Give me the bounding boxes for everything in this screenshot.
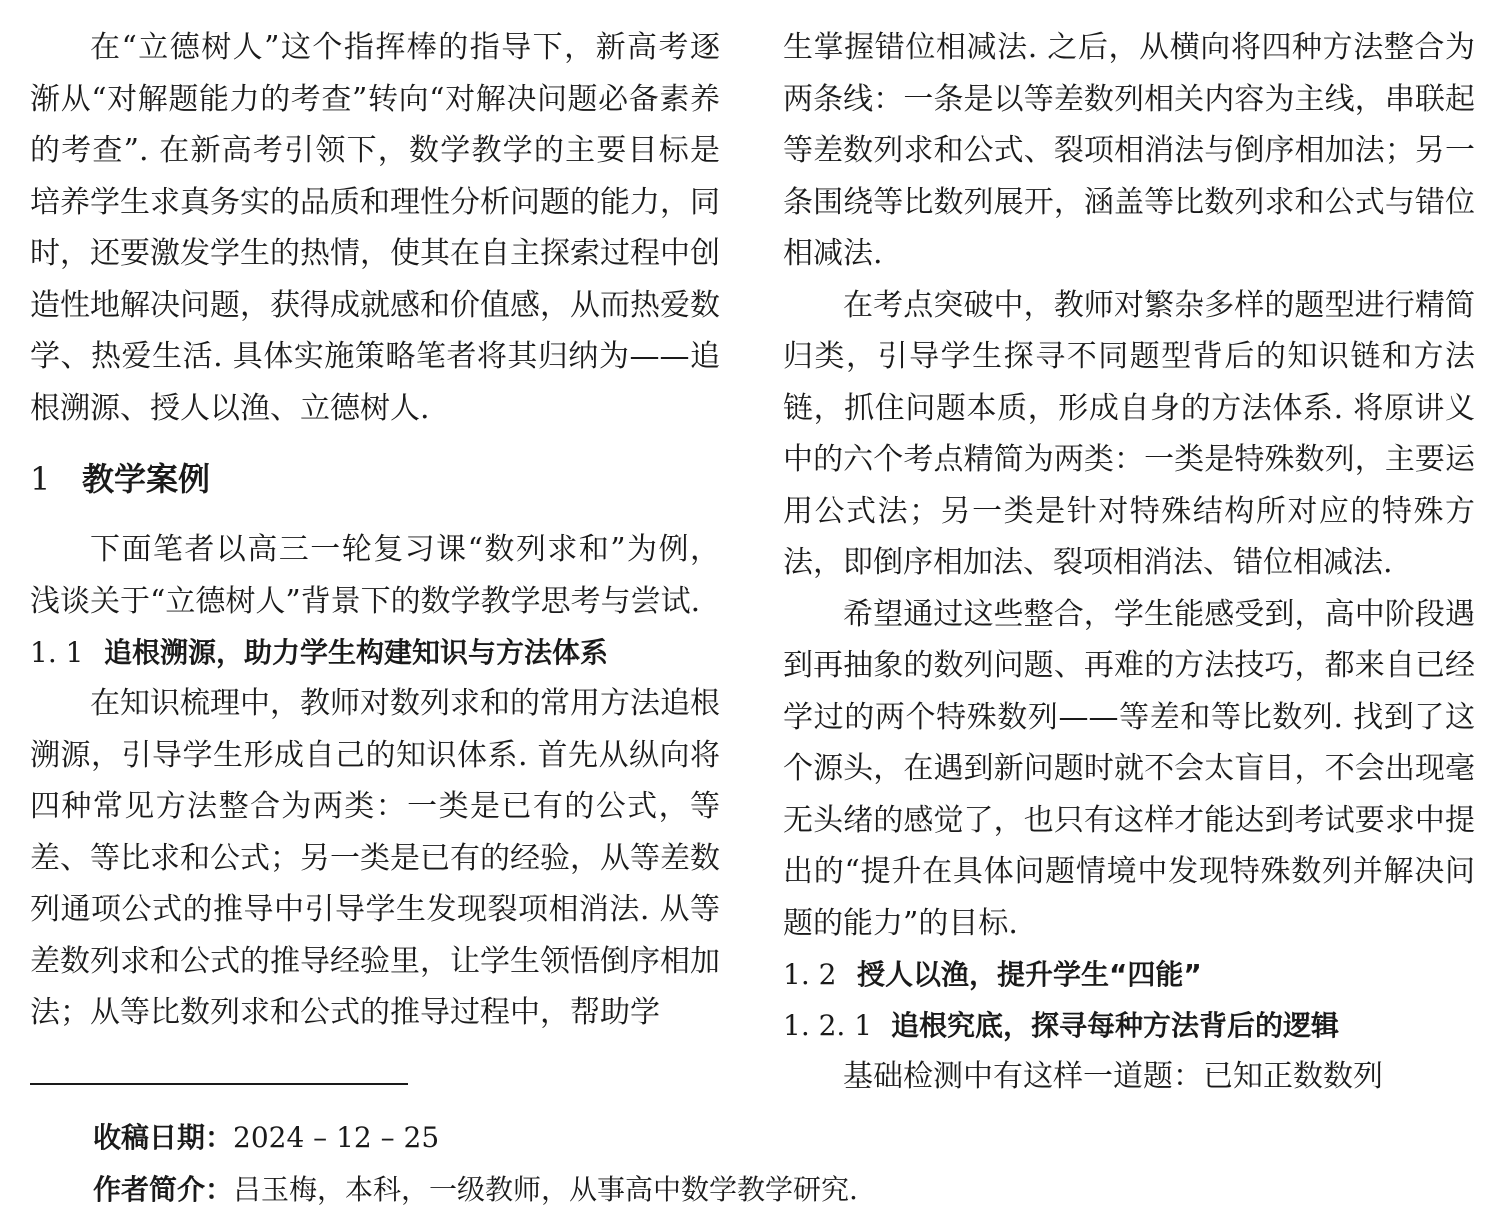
section-1-paragraph: 下面笔者以高三一轮复习课“数列求和”为例，浅谈关于“立德树人”背景下的数学教学思考与尝试. <box>30 532 720 619</box>
section-1-2-1-heading <box>783 1000 1475 1051</box>
section-1-1-paragraph: 在知识梳理中，教师对数列求和的常用方法追根溯源，引导学生形成自己的知识体系. 首先从纵向将四种常见方法整合为两类：一类是已有的公式，等差、等比求和公式；另一类是已有的经验，从等差数列通项公式的推导中引导学生发现裂项相消法. 从等差数列求和公式的推导经验里，让学生领悟倒序相加法；从等比数列求和公式的推导过程中，帮助学 <box>30 686 720 1030</box>
author-label: 作者简介： <box>93 1173 234 1206</box>
paragraph-2: 在考点突破中，教师对繁杂多样的题型进行精简归类，引导学生探寻不同题型背后的知识链和方法链，抓住问题本质，形成自身的方法体系. 将原讲义中的六个考点精简为两类：一类是特殊数列，主要运用公式法；另一类是针对特殊结构所对应的特殊方法，即倒序相加法、裂项相消法、错位相减法. <box>783 287 1475 580</box>
section-1-2-heading <box>783 949 1475 1000</box>
received-date: 2024 – 12 – 25 <box>233 1121 440 1154</box>
section-1-number: 1 <box>30 460 51 498</box>
intro-paragraph: 在“立德树人”这个指挥棒的指导下，新高考逐渐从“对解题能力的考查”转向“对解决问题必备素养的考查”. 在新高考引领下，数学教学的主要目标是培养学生求真务实的品质和理性分析问题的能力，同时，还要激发学生的热情，使其在自主探索过程中创造性地解决问题，获得成就感和价值感，从而热爱数学、热爱生活. 具体实施策略笔者将其归纳为——追根溯源、授人以渔、立德树人. <box>30 30 720 426</box>
footnote-author <box>93 1170 858 1210</box>
continued-paragraph: 生掌握错位相减法. 之后，从横向将四种方法整合为两条线：一条是以等差数列相关内容为主线，串联起等差数列求和公式、裂项相消法与倒序相加法；另一条围绕等比数列展开，涵盖等比数列求和公式与错位相减法. <box>783 30 1475 271</box>
section-1-1-heading <box>30 627 720 678</box>
author-bio: 吕玉梅，本科，一级教师，从事高中数学教学研究. <box>233 1173 858 1206</box>
right-column <box>783 22 1475 1103</box>
section-1-2-1-number: 1. 2. 1 <box>783 1009 873 1042</box>
section-1-1-number: 1. 1 <box>30 636 84 669</box>
section-1-heading <box>30 449 720 509</box>
received-label: 收稿日期： <box>93 1121 234 1154</box>
paragraph-3: 希望通过这些整合，学生能感受到，高中阶段遇到再抽象的数列问题、再难的方法技巧，都来自已经学过的两个特殊数列——等差和等比数列. 找到了这个源头，在遇到新问题时就不会太盲目，不会出现毫无头绪的感觉了，也只有这样才能达到考试要求中提出的“提升在具体问题情境中发现特殊数列并解决问题的能力”的目标. <box>783 596 1475 941</box>
section-1-title: 教学案例 <box>82 460 211 498</box>
section-1-2-1-title: 追根究底，探寻每种方法背后的逻辑 <box>891 1009 1340 1042</box>
footnote-divider <box>30 1083 408 1085</box>
section-1-1-title: 追根溯源，助力学生构建知识与方法体系 <box>104 636 609 669</box>
footnote-received <box>93 1118 439 1158</box>
section-1-2-number: 1. 2 <box>783 958 837 991</box>
paragraph-4: 基础检测中有这样一道题：已知正数数列 <box>843 1059 1383 1094</box>
left-column <box>30 22 720 1039</box>
section-1-2-title: 授人以渔，提升学生“四能” <box>857 958 1202 991</box>
